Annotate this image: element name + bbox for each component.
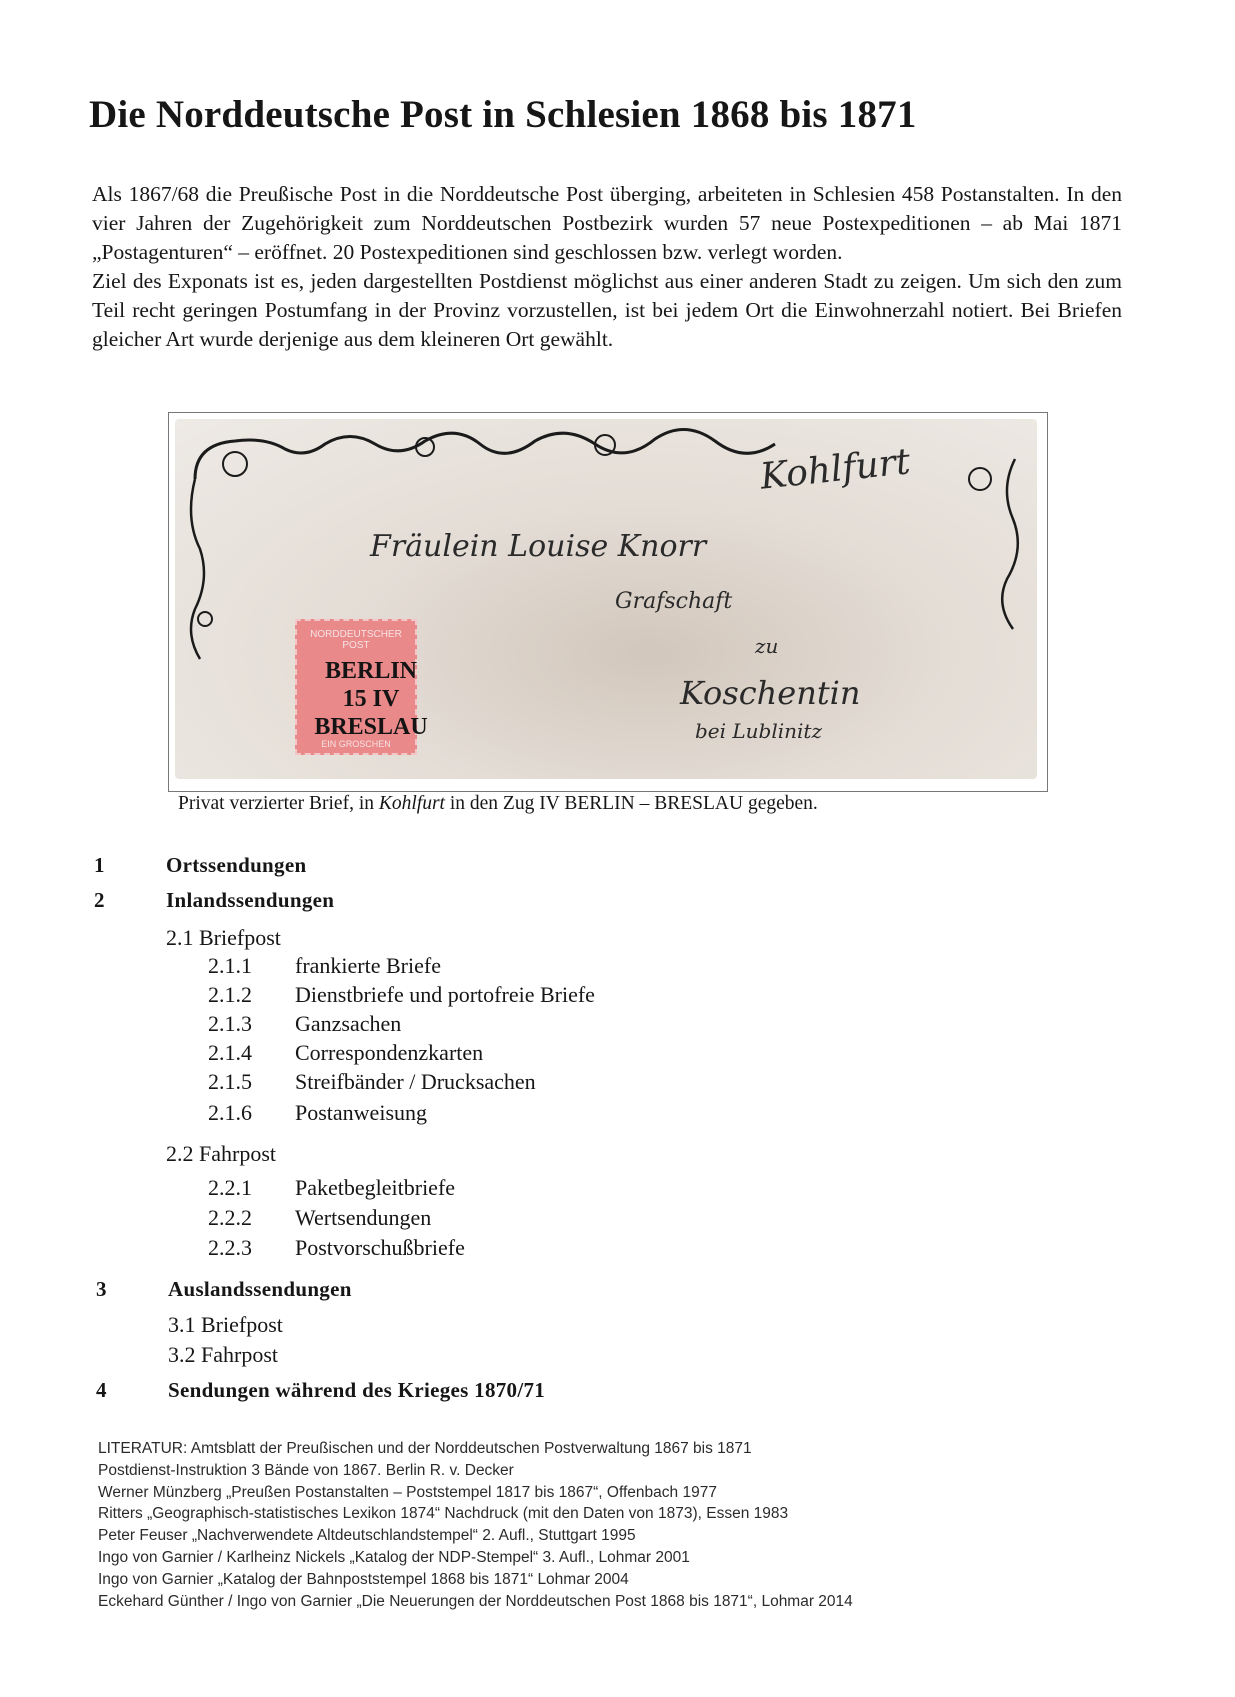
toc-2-1-5-label: Streifbänder / Drucksachen xyxy=(295,1069,536,1094)
toc-1-number: 1 xyxy=(94,853,105,877)
sender-note: Kohlfurt xyxy=(758,441,913,498)
toc-3-2-heading: 3.2 Fahrpost xyxy=(168,1342,278,1367)
page-title: Die Norddeutsche Post in Schlesien 1868 bis 1871 xyxy=(89,93,917,136)
caption-text-before: Privat verzierter Brief, in xyxy=(178,793,379,814)
toc-2-1-4-label: Correspondenzkarten xyxy=(295,1040,484,1065)
toc-2-1-1-number: 2.1.1 xyxy=(208,953,252,978)
address-line-5: bei Lublinitz xyxy=(695,719,823,743)
intro-paragraph-1: Als 1867/68 die Preußische Post in die Norddeutsche Post überging, arbeiteten in Schlesien 458 Postanstalten. In den vier Jahren der Zugehörigkeit zum Norddeutschen Postbezirk wurden 57 neue Postexpeditionen – ab Mai 1871 „Postagenturen“ – eröffnet. 20 Postexpeditionen sind geschlossen bzw. verlegt worden. xyxy=(92,182,1122,264)
toc-1-label: Ortssendungen xyxy=(166,853,307,877)
literature-entry: Ingo von Garnier „Katalog der Bahnpoststempel 1868 bis 1871“ Lohmar 2004 xyxy=(98,1570,629,1588)
stamp-bottom-text: EIN GROSCHEN xyxy=(321,739,391,749)
toc-3-label: Auslandssendungen xyxy=(168,1277,352,1301)
envelope-image xyxy=(175,419,1037,779)
toc-2-1-6-label: Postanweisung xyxy=(295,1100,427,1125)
address-line-4: Koschentin xyxy=(680,674,861,712)
toc-2-2-1-label: Paketbegleitbriefe xyxy=(295,1175,456,1200)
toc-2-1-6-number: 2.1.6 xyxy=(208,1100,252,1125)
toc-2-1-4-number: 2.1.4 xyxy=(208,1040,252,1065)
toc-2-2-heading: 2.2 Fahrpost xyxy=(166,1141,276,1166)
toc-2-1-heading: 2.1 Briefpost xyxy=(166,925,281,950)
address-line-2: Grafschaft xyxy=(615,589,733,614)
literature-entry: Ritters „Geographisch-statistisches Lexikon 1874“ Nachdruck (mit den Daten von 1873), Essen 1983 xyxy=(98,1505,789,1523)
toc-2-2-1-number: 2.2.1 xyxy=(208,1175,252,1200)
toc-2-1-2-number: 2.1.2 xyxy=(208,982,252,1007)
literature-entry: Eckehard Günther / Ingo von Garnier „Die Neuerungen der Norddeutschen Post 1868 bis 1871“, Lohmar 2014 xyxy=(98,1592,853,1610)
cancel-line-1: BERLIN xyxy=(324,658,418,684)
literature-entry: LITERATUR: Amtsblatt der Preußischen und der Norddeutschen Postverwaltung 1867 bis 1871 xyxy=(98,1440,752,1457)
literature-entry: Ingo von Garnier / Karlheinz Nickels „Katalog der NDP-Stempel“ 3. Aufl., Lohmar 2001 xyxy=(98,1548,690,1566)
toc-4-number: 4 xyxy=(96,1378,107,1402)
toc-2-2-3-number: 2.2.3 xyxy=(208,1235,252,1260)
toc-2-2-2-number: 2.2.2 xyxy=(208,1205,252,1230)
toc-2-2-3-label: Postvorschußbriefe xyxy=(295,1235,465,1260)
figure-caption xyxy=(178,793,818,815)
intro-text xyxy=(92,180,1122,354)
literature-entry: Peter Feuser „Nachverwendete Altdeutschlandstempel“ 2. Aufl., Stuttgart 1995 xyxy=(98,1527,636,1545)
toc-2-label: Inlandssendungen xyxy=(166,888,335,912)
caption-place: Kohlfurt xyxy=(378,793,445,814)
toc-4-label: Sendungen während des Krieges 1870/71 xyxy=(168,1378,546,1402)
cancel-line-3: BRESLAU xyxy=(314,714,428,740)
toc-2-1-3-label: Ganzsachen xyxy=(295,1011,402,1036)
toc-2-1-2-label: Dienstbriefe und portofreie Briefe xyxy=(295,982,595,1007)
intro-paragraph-2: Ziel des Exponats ist es, jeden dargestellten Postdienst möglichst aus einer anderen Stadt zu zeigen. Um sich den zum Teil recht geringen Postumfang in der Provinz vorzustellen, ist bei jedem Ort die Einwohnerzahl notiert. Bei Briefen gleicher Art wurde derjenige aus dem kleineren Ort gewählt. xyxy=(92,269,1122,351)
cover-photo-frame xyxy=(168,412,1048,792)
caption-text-after: in den Zug IV BERLIN – BRESLAU gegeben. xyxy=(444,793,818,814)
toc-3-1-heading: 3.1 Briefpost xyxy=(168,1312,283,1337)
toc-2-number: 2 xyxy=(94,888,105,912)
toc-3-number: 3 xyxy=(96,1277,107,1301)
cancel-line-2: 15 IV xyxy=(342,686,400,712)
address-line-3: zu xyxy=(755,634,779,658)
toc-2-2-2-label: Wertsendungen xyxy=(295,1205,432,1230)
railway-cancel xyxy=(301,657,441,741)
literature-entry: Postdienst-Instruktion 3 Bände von 1867. Berlin R. v. Decker xyxy=(98,1461,514,1479)
toc-2-1-5-number: 2.1.5 xyxy=(208,1069,252,1094)
literature-entry: Werner Münzberg „Preußen Postanstalten – Poststempel 1817 bis 1867“, Offenbach 1977 xyxy=(98,1483,717,1501)
stamp-top-text: NORDDEUTSCHER POST xyxy=(310,629,402,651)
literature-list xyxy=(98,1438,853,1612)
toc-2-1-3-number: 2.1.3 xyxy=(208,1011,252,1036)
address-line-1: Fräulein Louise Knorr xyxy=(370,529,707,564)
toc-2-1-1-label: frankierte Briefe xyxy=(295,953,441,978)
